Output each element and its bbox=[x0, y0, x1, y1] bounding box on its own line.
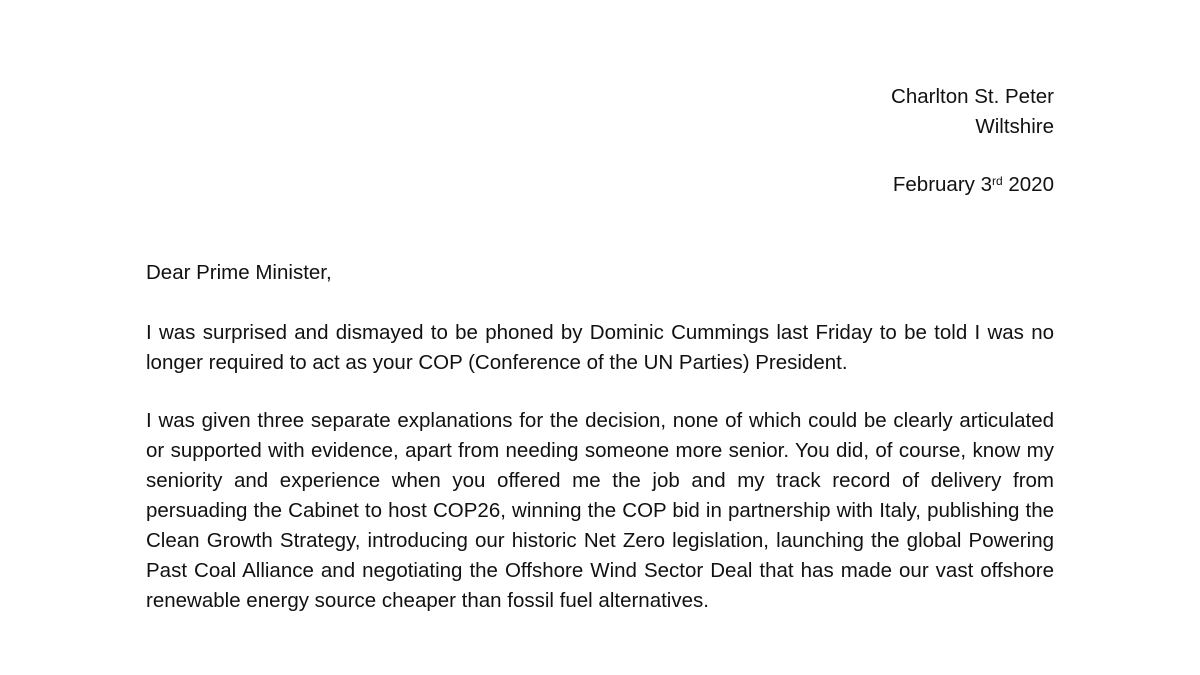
paragraph-2: I was given three separate explanations for the decision, none of which could be clearly articulated or supported with evidence, apart from needing someone more senior. You did, of course, know my seniority and experience when you offered me the job and my track record of delivery from persuading the Cabinet to host COP26, winning the COP bid in partnership with Italy, publishing the Clean Growth Strategy, introducing our historic Net Zero legislation, launching the global Powering Past Coal Alliance and negotiating the Offshore Wind Sector Deal that has made our vast offshore renewable energy source cheaper than fossil fuel alternatives. bbox=[146, 409, 1054, 612]
date-day: February 3 bbox=[892, 173, 993, 196]
address-line-2: Wiltshire bbox=[975, 115, 1054, 138]
date-year: 2020 bbox=[1002, 173, 1054, 196]
date-ordinal-suffix: rd bbox=[992, 174, 1003, 188]
address-line-1: Charlton St. Peter bbox=[891, 85, 1054, 108]
paragraph-1: I was surprised and dismayed to be phoned by Dominic Cummings last Friday to be told I was no longer required to act as your COP (Conference of the UN Parties) President. bbox=[146, 321, 1054, 374]
letter-date bbox=[893, 170, 1054, 200]
salutation: Dear Prime Minister, bbox=[146, 261, 332, 284]
sender-address bbox=[891, 82, 1054, 142]
